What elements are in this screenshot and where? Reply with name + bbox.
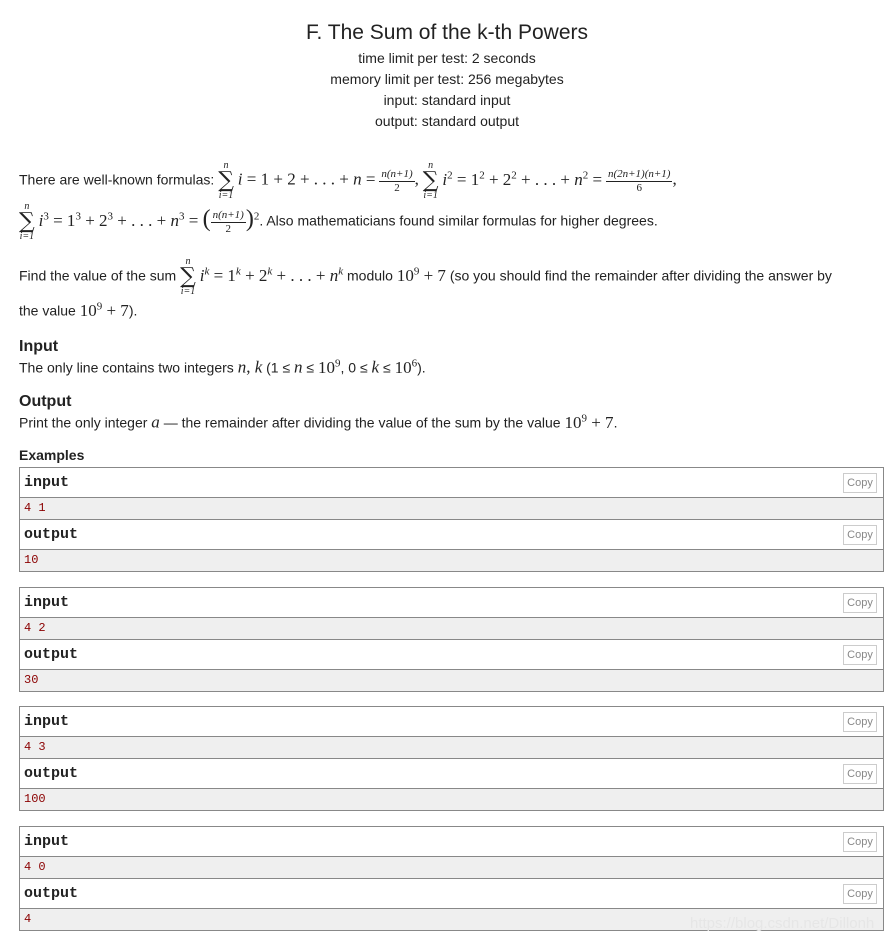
output-section-title: Output — [19, 393, 72, 410]
statement-line-4: the value $10^9 + 7$). — [19, 300, 138, 320]
time-limit: time limit per test: 2 seconds — [358, 50, 536, 66]
watermark: https://blog.csdn.net/Dillonh — [690, 915, 875, 932]
copy-button[interactable]: Copy — [843, 593, 877, 613]
examples-title: Examples — [19, 447, 85, 463]
formula-2: $i^2 = 1^2 + 2^2$ + . . . + $n^2$ = — [442, 169, 603, 189]
formula-sum-k: $i^k = 1^k + 2^k$ + . . . + $n^k$ — [199, 265, 344, 285]
memory-limit: memory limit per test: 256 megabytes — [330, 71, 564, 87]
input-file: input: standard input — [383, 92, 511, 108]
copy-button[interactable]: Copy — [843, 832, 877, 852]
example-output: 4 — [20, 909, 883, 930]
output-label: output — [24, 885, 79, 902]
formula-1: i = 1 + 2 + . . . + n = — [237, 169, 376, 189]
sum-symbol: n ∑ i=1 — [218, 160, 234, 201]
input-label: input — [24, 833, 70, 850]
example-input: 4 2 — [20, 618, 883, 640]
example-3 — [19, 706, 884, 811]
example-input: 4 0 — [20, 857, 883, 879]
input-label: input — [24, 594, 70, 611]
output-file: output: standard output — [375, 113, 519, 129]
statement-line-2: n ∑ i=1 $i^3 = 1^3 + 2^3$ + . . . + $n^3$ = ( $\frac{n(n+1)}{2}$ )$^2$. Also mathematicians found similar formulas for higher degrees. — [19, 201, 658, 242]
example-2 — [19, 587, 884, 692]
statement-line-3: Find the value of the sum n ∑ i=1 $i^k = 1^k + 2^k$ + . . . + $n^k$ modulo $10^9 + 7$ (so you should find the remainder after dividing the answer by — [19, 256, 832, 297]
output-label: output — [24, 765, 79, 782]
example-input: 4 1 — [20, 498, 883, 520]
input-section-title: Input — [19, 338, 59, 355]
sum-symbol: n ∑ i=1 — [19, 201, 35, 242]
sum-symbol: n ∑ i=1 — [180, 256, 196, 297]
copy-button[interactable]: Copy — [843, 884, 877, 904]
input-section-text: The only line contains two integers n, k ($1 \le n \le 10^9$, $0 \le k \le 10^6$). — [19, 357, 426, 377]
output-section-text: Print the only integer a — the remainder after dividing the value of the sum by the value $10^9 + 7$. — [19, 412, 618, 432]
example-1 — [19, 467, 884, 572]
problem-title: F. The Sum of the k-th Powers — [305, 21, 589, 44]
formula-3: $i^3 = 1^3 + 2^3$ + . . . + $n^3$ = ( — [38, 205, 211, 232]
sum-symbol: n ∑ i=1 — [422, 160, 439, 201]
input-label: input — [24, 474, 70, 491]
copy-button[interactable]: Copy — [843, 764, 877, 784]
statement-line-1: There are well-known formulas: n ∑ i=1 i = 1 + 2 + . . . + n = $\frac{n(n+1)}{2}$ , n ∑ i=1 $i^2 = 1^2 + 2^2$ + . . . + $n^2$ = $\frac{n(2n+1)(n+1)}{6}$ , — [19, 160, 677, 201]
copy-button[interactable]: Copy — [843, 473, 877, 493]
output-label: output — [24, 646, 79, 663]
example-output: 100 — [20, 789, 883, 810]
example-input: 4 3 — [20, 737, 883, 759]
example-output: 30 — [20, 670, 883, 691]
problem-header — [0, 18, 894, 132]
copy-button[interactable]: Copy — [843, 645, 877, 665]
copy-button[interactable]: Copy — [843, 525, 877, 545]
example-output: 10 — [20, 550, 883, 571]
input-label: input — [24, 713, 70, 730]
output-label: output — [24, 526, 79, 543]
copy-button[interactable]: Copy — [843, 712, 877, 732]
